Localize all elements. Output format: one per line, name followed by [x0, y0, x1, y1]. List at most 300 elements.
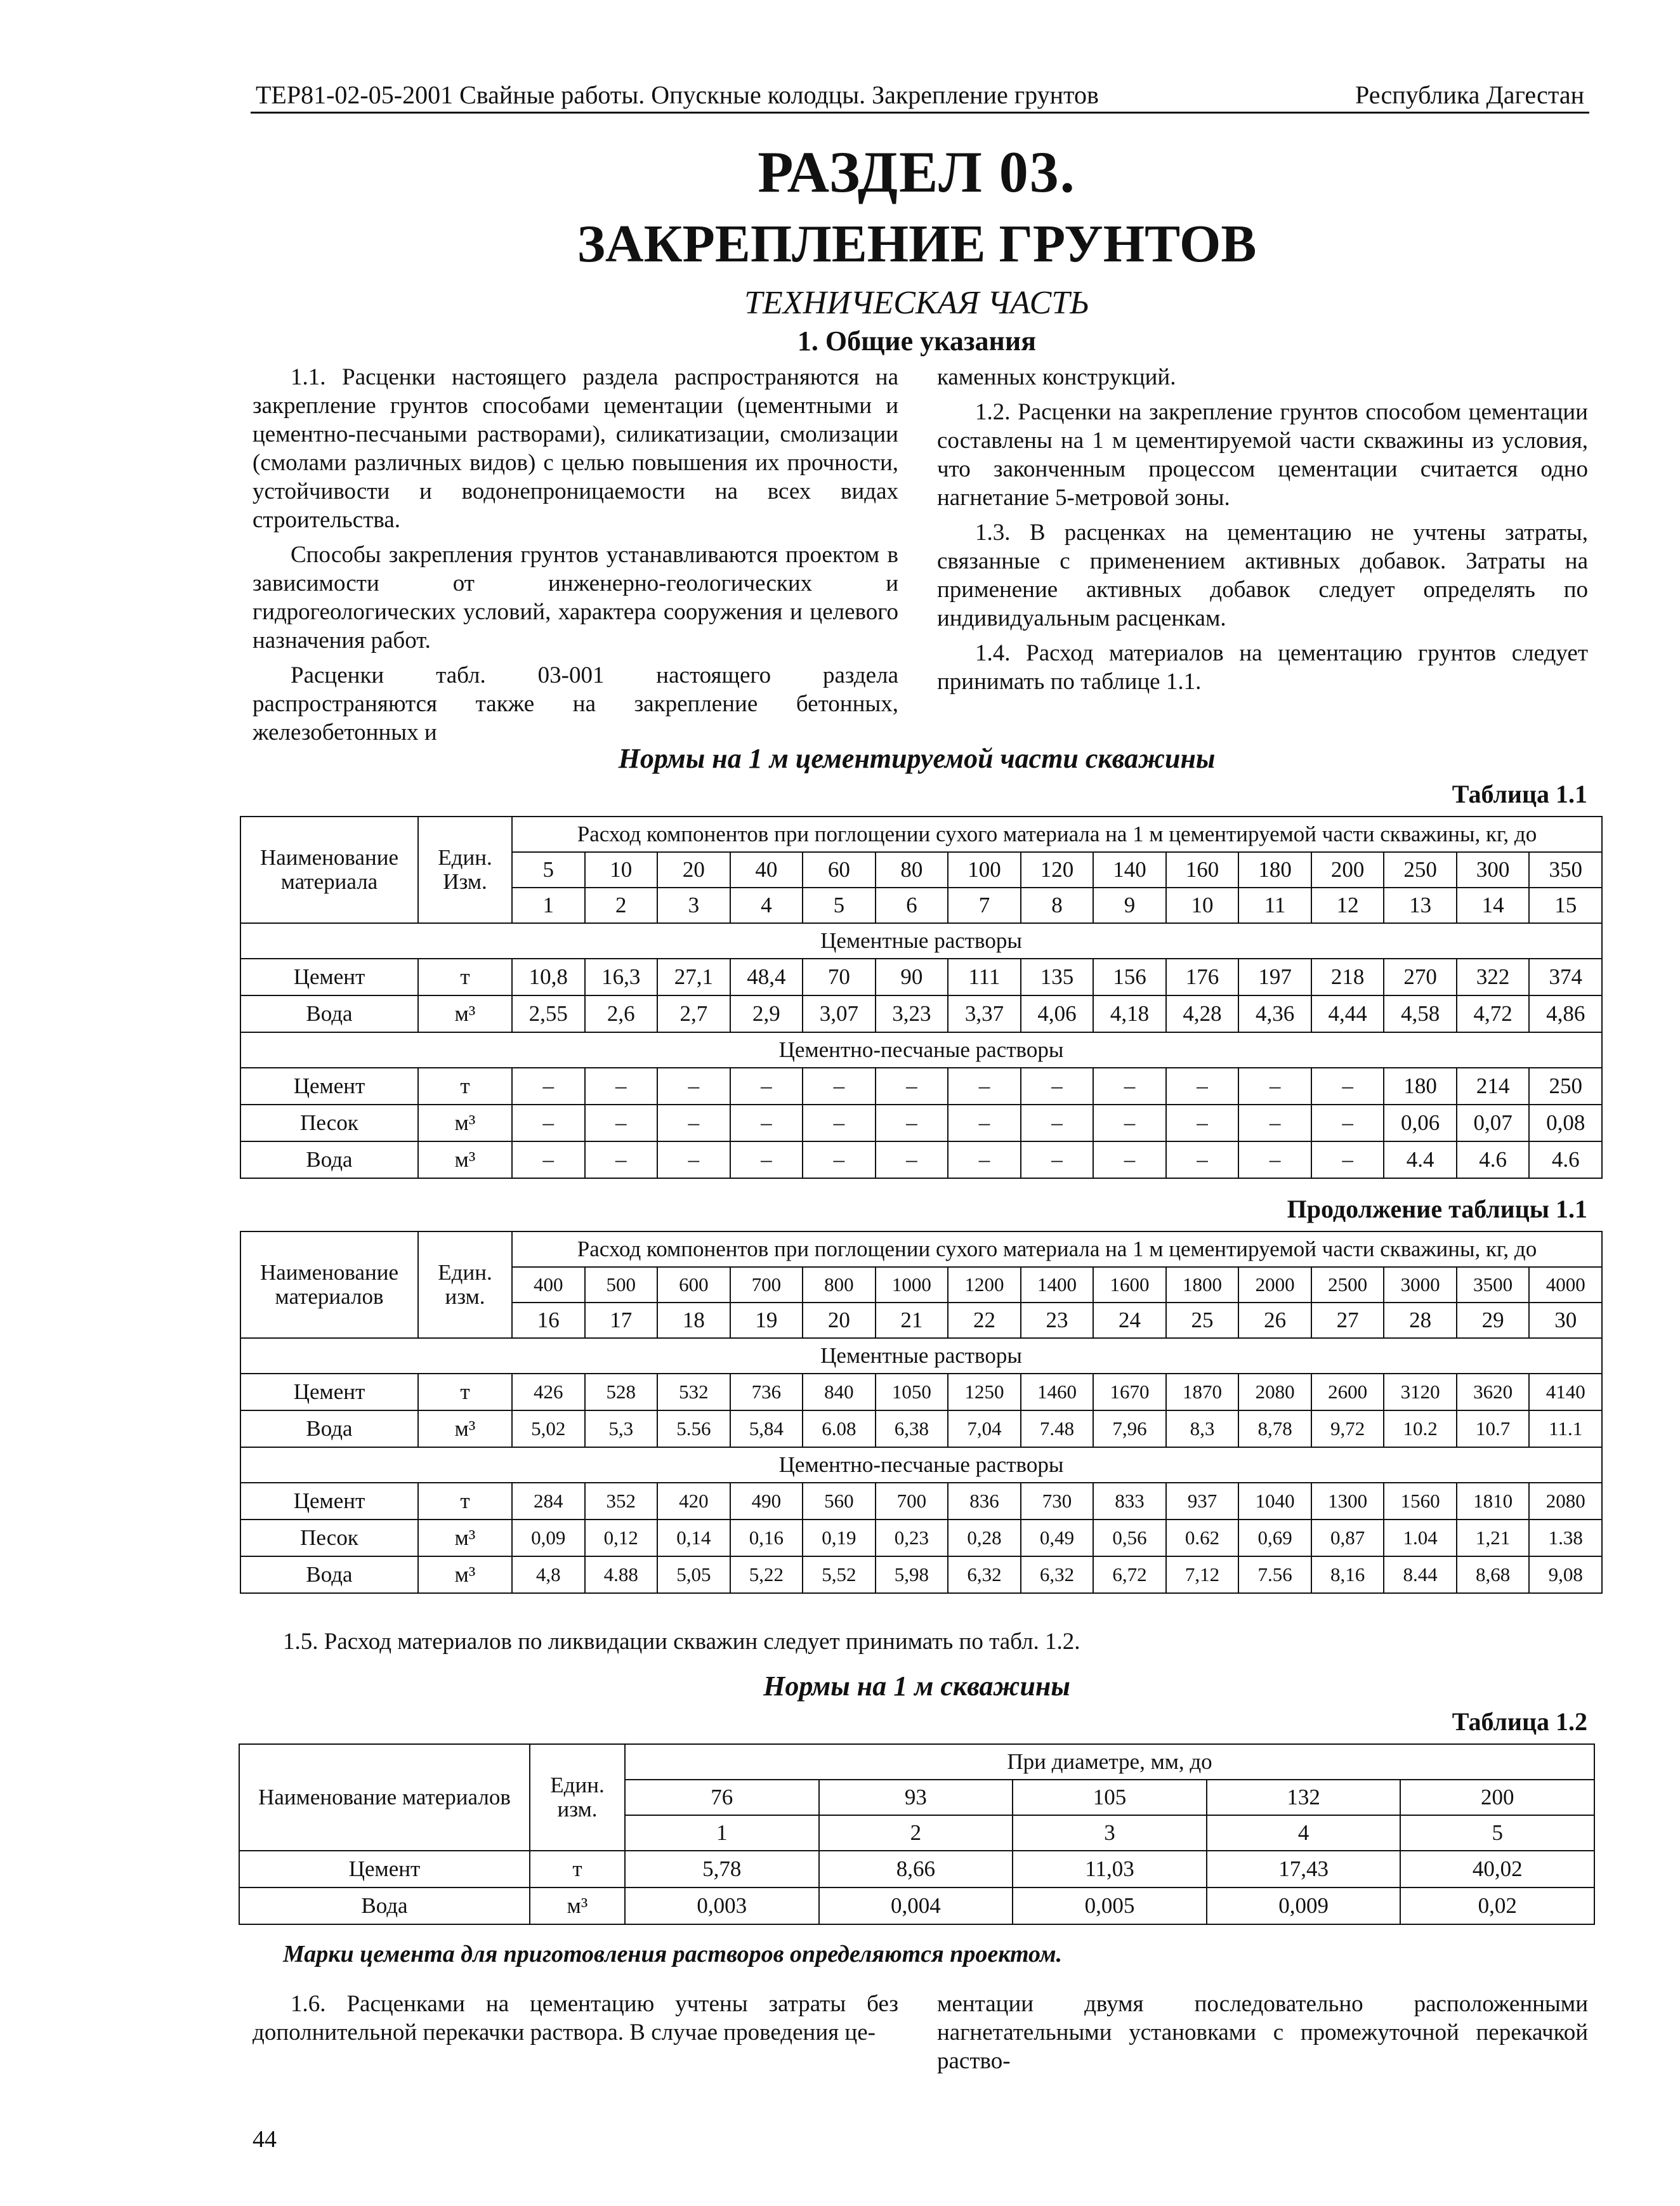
- value-cell: 840: [803, 1374, 876, 1410]
- value-cell: –: [948, 1105, 1021, 1141]
- value-cell: –: [1021, 1068, 1094, 1105]
- material-name: Цемент: [240, 1374, 418, 1410]
- value-cell: 5.56: [657, 1410, 730, 1447]
- value-cell: 2,7: [657, 995, 730, 1032]
- paragraph: Способы закрепления грунтов устанавливаются проектом в зависимости от инженерно-геологических и гидрогеологических условий, характера сооружения и целевого назначения работ.: [253, 542, 898, 653]
- material-name: Цемент: [240, 1068, 418, 1105]
- value-cell: –: [512, 1141, 585, 1178]
- value-cell: 3120: [1384, 1374, 1457, 1410]
- value-cell: 1050: [876, 1374, 948, 1410]
- amount-header: 1000: [876, 1267, 948, 1303]
- value-cell: 1460: [1021, 1374, 1094, 1410]
- value-cell: 5,84: [730, 1410, 803, 1447]
- paragraph: 1.6. Расценками на цементацию учтены затраты без дополнительной перекачки раствора. В случае проведения це-: [253, 1991, 898, 2045]
- value-cell: –: [876, 1068, 948, 1105]
- column-number: 13: [1384, 888, 1457, 923]
- amount-header: 2500: [1311, 1267, 1384, 1303]
- value-cell: 0,004: [819, 1888, 1013, 1924]
- section-row-sand: Цементно-песчаные растворы: [240, 1032, 1602, 1068]
- table-row: [240, 959, 1602, 995]
- column-number: 26: [1238, 1303, 1311, 1338]
- value-cell: 4,44: [1311, 995, 1384, 1032]
- value-cell: 4,86: [1529, 995, 1602, 1032]
- value-cell: –: [876, 1105, 948, 1141]
- material-unit: м³: [418, 995, 512, 1032]
- value-cell: 490: [730, 1483, 803, 1520]
- header-title: ТЕР81-02-05-2001 Свайные работы. Опускные колодцы. Закрепление грунтов: [256, 81, 1099, 109]
- value-cell: 937: [1166, 1483, 1239, 1520]
- column-number: 19: [730, 1303, 803, 1338]
- left-column: [253, 363, 898, 753]
- material-name: Вода: [240, 1410, 418, 1447]
- material-unit: м³: [418, 1410, 512, 1447]
- material-name: Вода: [239, 1888, 530, 1924]
- value-cell: –: [803, 1105, 876, 1141]
- material-name: Цемент: [240, 1483, 418, 1520]
- material-name: Вода: [240, 1141, 418, 1178]
- table-row: [240, 1374, 1602, 1410]
- value-cell: 2080: [1238, 1374, 1311, 1410]
- value-cell: 0,56: [1093, 1520, 1166, 1556]
- material-unit: м³: [418, 1141, 512, 1178]
- value-cell: 4140: [1529, 1374, 1602, 1410]
- value-cell: –: [585, 1105, 658, 1141]
- amount-header: 250: [1384, 852, 1457, 888]
- value-cell: 8,66: [819, 1851, 1013, 1888]
- value-cell: 528: [585, 1374, 658, 1410]
- value-cell: –: [1093, 1068, 1166, 1105]
- value-cell: –: [657, 1068, 730, 1105]
- table1-label: Таблица 1.1: [1452, 780, 1587, 808]
- value-cell: 284: [512, 1483, 585, 1520]
- material-unit: м³: [530, 1888, 625, 1924]
- column-number: 3: [1013, 1815, 1207, 1851]
- value-cell: 214: [1457, 1068, 1530, 1105]
- value-cell: 111: [948, 959, 1021, 995]
- value-cell: 10.2: [1384, 1410, 1457, 1447]
- column-number: 18: [657, 1303, 730, 1338]
- value-cell: 2,6: [585, 995, 658, 1032]
- column-number: 3: [657, 888, 730, 923]
- value-cell: 4,36: [1238, 995, 1311, 1032]
- material-name: Вода: [240, 1556, 418, 1593]
- table1-caption: Нормы на 1 м цементируемой части скважины: [618, 743, 1216, 774]
- paragraph-1-5: 1.5. Расход материалов по ликвидации скважин следует принимать по табл. 1.2.: [283, 1629, 1080, 1655]
- table-1-1: [240, 816, 1603, 1179]
- diameter-header: 76: [625, 1780, 819, 1815]
- value-cell: 270: [1384, 959, 1457, 995]
- column-number: 1: [625, 1815, 819, 1851]
- value-cell: 0,02: [1400, 1888, 1594, 1924]
- value-cell: 2080: [1529, 1483, 1602, 1520]
- value-cell: 7.48: [1021, 1410, 1094, 1447]
- value-cell: 218: [1311, 959, 1384, 995]
- value-cell: 5,98: [876, 1556, 948, 1593]
- value-cell: 0,009: [1207, 1888, 1401, 1924]
- value-cell: 0,19: [803, 1520, 876, 1556]
- column-number: 24: [1093, 1303, 1166, 1338]
- amount-header: 3000: [1384, 1267, 1457, 1303]
- amount-header: 60: [803, 852, 876, 888]
- value-cell: 420: [657, 1483, 730, 1520]
- paragraph: 1.1. Расценки настоящего раздела распространяются на закрепление грунтов способами цементации (цементными и цементно-песчаными растворами), силикатизации, смолизации (смолами различных видов) с целью повышения их прочности, устойчивости и водонепроницаемости на всех видах строительства.: [253, 364, 898, 533]
- amount-header: 40: [730, 852, 803, 888]
- value-cell: 2,55: [512, 995, 585, 1032]
- value-cell: 48,4: [730, 959, 803, 995]
- value-cell: 4.6: [1529, 1141, 1602, 1178]
- value-cell: 10,8: [512, 959, 585, 995]
- value-cell: 352: [585, 1483, 658, 1520]
- value-cell: –: [803, 1141, 876, 1178]
- value-cell: 426: [512, 1374, 585, 1410]
- value-cell: 1810: [1457, 1483, 1530, 1520]
- value-cell: 0,06: [1384, 1105, 1457, 1141]
- table-row: [240, 923, 1602, 959]
- value-cell: 0,003: [625, 1888, 819, 1924]
- page-title: ЗАКРЕПЛЕНИЕ ГРУНТОВ: [577, 214, 1257, 273]
- value-cell: 135: [1021, 959, 1094, 995]
- column-number: 11: [1238, 888, 1311, 923]
- value-cell: 4.88: [585, 1556, 658, 1593]
- amount-header: 800: [803, 1267, 876, 1303]
- column-header-name: Наименование материала: [240, 817, 418, 923]
- table-1-2: [239, 1743, 1595, 1925]
- section-heading: РАЗДЕЛ 03.: [758, 140, 1076, 204]
- column-number: 14: [1457, 888, 1530, 923]
- value-cell: 7.56: [1238, 1556, 1311, 1593]
- value-cell: 7,12: [1166, 1556, 1239, 1593]
- value-cell: –: [730, 1141, 803, 1178]
- value-cell: –: [1166, 1105, 1239, 1141]
- amount-header: 180: [1238, 852, 1311, 888]
- value-cell: 176: [1166, 959, 1239, 995]
- value-cell: 8.44: [1384, 1556, 1457, 1593]
- column-number: 16: [512, 1303, 585, 1338]
- value-cell: 1040: [1238, 1483, 1311, 1520]
- value-cell: 730: [1021, 1483, 1094, 1520]
- material-name: Песок: [240, 1105, 418, 1141]
- value-cell: 736: [730, 1374, 803, 1410]
- amount-header: 140: [1093, 852, 1166, 888]
- amount-header: 80: [876, 852, 948, 888]
- table-1-1-continued: [240, 1231, 1603, 1594]
- table-row: [240, 1447, 1602, 1483]
- value-cell: 4,28: [1166, 995, 1239, 1032]
- value-cell: 0,49: [1021, 1520, 1094, 1556]
- value-cell: 2,9: [730, 995, 803, 1032]
- amount-header: 4000: [1529, 1267, 1602, 1303]
- material-name: Цемент: [239, 1851, 530, 1888]
- value-cell: –: [730, 1105, 803, 1141]
- material-unit: т: [418, 1068, 512, 1105]
- value-cell: 1250: [948, 1374, 1021, 1410]
- material-unit: м³: [418, 1105, 512, 1141]
- amount-header: 700: [730, 1267, 803, 1303]
- value-cell: 1670: [1093, 1374, 1166, 1410]
- value-cell: 3,07: [803, 995, 876, 1032]
- value-cell: –: [1238, 1141, 1311, 1178]
- value-cell: 27,1: [657, 959, 730, 995]
- diameter-header: 132: [1207, 1780, 1401, 1815]
- value-cell: –: [948, 1141, 1021, 1178]
- value-cell: 8,16: [1311, 1556, 1384, 1593]
- value-cell: –: [1093, 1141, 1166, 1178]
- column-number: 4: [1207, 1815, 1401, 1851]
- value-cell: 6,38: [876, 1410, 948, 1447]
- table-row: [240, 1410, 1602, 1447]
- value-cell: –: [1021, 1141, 1094, 1178]
- value-cell: 0,14: [657, 1520, 730, 1556]
- value-cell: 6,72: [1093, 1556, 1166, 1593]
- amount-header: 500: [585, 1267, 658, 1303]
- column-number: 8: [1021, 888, 1094, 923]
- value-cell: 11,03: [1013, 1851, 1207, 1888]
- column-number: 6: [876, 888, 948, 923]
- value-cell: 4.6: [1457, 1141, 1530, 1178]
- value-cell: 0,09: [512, 1520, 585, 1556]
- value-cell: 836: [948, 1483, 1021, 1520]
- diameter-header: 105: [1013, 1780, 1207, 1815]
- column-number: 17: [585, 1303, 658, 1338]
- value-cell: 532: [657, 1374, 730, 1410]
- amount-header: 300: [1457, 852, 1530, 888]
- column-header-unit: Един. изм.: [530, 1744, 625, 1851]
- column-header-unit: Един. Изм.: [418, 817, 512, 923]
- value-cell: –: [730, 1068, 803, 1105]
- paragraph: Расценки табл. 03-001 настоящего раздела распространяются также на закрепление бетонных, железобетонных и: [253, 662, 898, 745]
- value-cell: 560: [803, 1483, 876, 1520]
- column-number: 28: [1384, 1303, 1457, 1338]
- value-cell: 7,04: [948, 1410, 1021, 1447]
- value-cell: 5,3: [585, 1410, 658, 1447]
- paragraph: 1.2. Расценки на закрепление грунтов способом цементации составлены на 1 м цементируемой части скважины из условия, что законченным процессом цементации считается одно нагнетание 5-метровой зоны.: [937, 399, 1588, 511]
- page-number: 44: [253, 2126, 277, 2153]
- value-cell: –: [876, 1141, 948, 1178]
- diameter-header: 93: [819, 1780, 1013, 1815]
- column-number: 12: [1311, 888, 1384, 923]
- table-row: [239, 1851, 1594, 1888]
- amount-header: 160: [1166, 852, 1239, 888]
- tech-part-heading: ТЕХНИЧЕСКАЯ ЧАСТЬ: [744, 285, 1089, 321]
- value-cell: 0,87: [1311, 1520, 1384, 1556]
- table-row: [239, 1888, 1594, 1924]
- material-unit: т: [418, 1374, 512, 1410]
- amount-header: 400: [512, 1267, 585, 1303]
- table-row: [240, 995, 1602, 1032]
- value-cell: 3620: [1457, 1374, 1530, 1410]
- value-cell: 3,23: [876, 995, 948, 1032]
- value-cell: –: [1166, 1068, 1239, 1105]
- table2-label: Таблица 1.2: [1452, 1707, 1587, 1736]
- amount-header: 600: [657, 1267, 730, 1303]
- column-number: 10: [1166, 888, 1239, 923]
- value-cell: 4.4: [1384, 1141, 1457, 1178]
- value-cell: 156: [1093, 959, 1166, 995]
- column-number: 15: [1529, 888, 1602, 923]
- value-cell: 5,22: [730, 1556, 803, 1593]
- paragraph: 1.4. Расход материалов на цементацию грунтов следует принимать по таблице 1.1.: [937, 640, 1588, 695]
- column-number: 9: [1093, 888, 1166, 923]
- value-cell: 16,3: [585, 959, 658, 995]
- general-heading: 1. Общие указания: [797, 325, 1037, 357]
- value-cell: 250: [1529, 1068, 1602, 1105]
- value-cell: –: [1166, 1141, 1239, 1178]
- value-cell: 9,08: [1529, 1556, 1602, 1593]
- value-cell: –: [1311, 1105, 1384, 1141]
- value-cell: 374: [1529, 959, 1602, 995]
- group-header: Расход компонентов при поглощении сухого материала на 1 м цементируемой части скважины, кг, до: [512, 1231, 1602, 1267]
- value-cell: 7,96: [1093, 1410, 1166, 1447]
- amount-header: 5: [512, 852, 585, 888]
- value-cell: 4,58: [1384, 995, 1457, 1032]
- column-number: 22: [948, 1303, 1021, 1338]
- value-cell: 1300: [1311, 1483, 1384, 1520]
- amount-header: 1400: [1021, 1267, 1094, 1303]
- table-row: [240, 1105, 1602, 1141]
- value-cell: 0,69: [1238, 1520, 1311, 1556]
- value-cell: 5,78: [625, 1851, 819, 1888]
- value-cell: 0.62: [1166, 1520, 1239, 1556]
- value-cell: 70: [803, 959, 876, 995]
- value-cell: 4,72: [1457, 995, 1530, 1032]
- value-cell: 1560: [1384, 1483, 1457, 1520]
- value-cell: 9,72: [1311, 1410, 1384, 1447]
- column-header-name: Наименование материалов: [240, 1231, 418, 1338]
- table-row: [240, 1483, 1602, 1520]
- header-region: Республика Дагестан: [1355, 81, 1584, 109]
- amount-header: 200: [1311, 852, 1384, 888]
- value-cell: 5,05: [657, 1556, 730, 1593]
- value-cell: 11.1: [1529, 1410, 1602, 1447]
- table-row: [240, 817, 1602, 852]
- value-cell: 4,06: [1021, 995, 1094, 1032]
- column-number: 4: [730, 888, 803, 923]
- value-cell: 6.08: [803, 1410, 876, 1447]
- value-cell: –: [1238, 1068, 1311, 1105]
- material-unit: т: [418, 1483, 512, 1520]
- table-row: [240, 1556, 1602, 1593]
- material-name: Цемент: [240, 959, 418, 995]
- right-column: [937, 363, 1588, 702]
- value-cell: 0,07: [1457, 1105, 1530, 1141]
- amount-header: 120: [1021, 852, 1094, 888]
- value-cell: –: [1311, 1141, 1384, 1178]
- material-unit: т: [530, 1851, 625, 1888]
- value-cell: –: [512, 1068, 585, 1105]
- value-cell: 8,68: [1457, 1556, 1530, 1593]
- table-row: [240, 1231, 1602, 1267]
- column-number: 5: [803, 888, 876, 923]
- group-header: Расход компонентов при поглощении сухого материала на 1 м цементируемой части скважины, кг, до: [512, 817, 1602, 852]
- footnote: Марки цемента для приготовления растворов определяются проектом.: [283, 1941, 1063, 1967]
- material-unit: м³: [418, 1556, 512, 1593]
- material-unit: м³: [418, 1520, 512, 1556]
- value-cell: 1.38: [1529, 1520, 1602, 1556]
- value-cell: 6,32: [948, 1556, 1021, 1593]
- column-number: 25: [1166, 1303, 1239, 1338]
- value-cell: 180: [1384, 1068, 1457, 1105]
- column-number: 20: [803, 1303, 876, 1338]
- value-cell: –: [803, 1068, 876, 1105]
- value-cell: –: [585, 1141, 658, 1178]
- table-row: [239, 1744, 1594, 1780]
- value-cell: 6,32: [1021, 1556, 1094, 1593]
- amount-header: 20: [657, 852, 730, 888]
- value-cell: 8,3: [1166, 1410, 1239, 1447]
- section-row-cement: Цементные растворы: [240, 1338, 1602, 1374]
- column-header-name: Наименование материалов: [239, 1744, 530, 1851]
- table-row: [240, 1032, 1602, 1068]
- material-name: Вода: [240, 995, 418, 1032]
- value-cell: 0,28: [948, 1520, 1021, 1556]
- value-cell: 4,18: [1093, 995, 1166, 1032]
- value-cell: 10.7: [1457, 1410, 1530, 1447]
- amount-header: 350: [1529, 852, 1602, 888]
- amount-header: 1800: [1166, 1267, 1239, 1303]
- value-cell: –: [585, 1068, 658, 1105]
- running-header: [251, 76, 1589, 114]
- value-cell: –: [948, 1068, 1021, 1105]
- column-header-unit: Един. изм.: [418, 1231, 512, 1338]
- value-cell: 4,8: [512, 1556, 585, 1593]
- diameter-header: 200: [1400, 1780, 1594, 1815]
- column-number: 2: [819, 1815, 1013, 1851]
- column-number: 23: [1021, 1303, 1094, 1338]
- value-cell: –: [657, 1105, 730, 1141]
- column-number: 27: [1311, 1303, 1384, 1338]
- value-cell: 0,12: [585, 1520, 658, 1556]
- table-row: [240, 1338, 1602, 1374]
- amount-header: 100: [948, 852, 1021, 888]
- column-number: 1: [512, 888, 585, 923]
- value-cell: 90: [876, 959, 948, 995]
- value-cell: 0,16: [730, 1520, 803, 1556]
- amount-header: 2000: [1238, 1267, 1311, 1303]
- amount-header: 10: [585, 852, 658, 888]
- value-cell: 0,23: [876, 1520, 948, 1556]
- value-cell: 40,02: [1400, 1851, 1594, 1888]
- value-cell: 5,52: [803, 1556, 876, 1593]
- group-header: При диаметре, мм, до: [625, 1744, 1594, 1780]
- value-cell: 17,43: [1207, 1851, 1401, 1888]
- table-row: [240, 1520, 1602, 1556]
- value-cell: 0,005: [1013, 1888, 1207, 1924]
- amount-header: 3500: [1457, 1267, 1530, 1303]
- paragraph: каменных конструкций.: [937, 364, 1176, 390]
- value-cell: –: [1238, 1105, 1311, 1141]
- column-number: 30: [1529, 1303, 1602, 1338]
- section-row-sand: Цементно-песчаные растворы: [240, 1447, 1602, 1483]
- value-cell: –: [1093, 1105, 1166, 1141]
- material-unit: т: [418, 959, 512, 995]
- column-number: 21: [876, 1303, 948, 1338]
- table-row: [240, 1068, 1602, 1105]
- paragraph: 1.3. В расценках на цементацию не учтены затраты, связанные с применением активных добавок. Затраты на применение активных добавок следует определять по индивидуальным расценкам.: [937, 520, 1588, 631]
- value-cell: 2600: [1311, 1374, 1384, 1410]
- amount-header: 1200: [948, 1267, 1021, 1303]
- value-cell: 197: [1238, 959, 1311, 995]
- column-number: 5: [1400, 1815, 1594, 1851]
- paragraph: ментации двумя последовательно расположенными нагнетательными установками с промежуточной перекачкой раство-: [937, 1991, 1588, 2074]
- table1b-label: Продолжение таблицы 1.1: [1287, 1195, 1587, 1223]
- column-number: 2: [585, 888, 658, 923]
- material-name: Песок: [240, 1520, 418, 1556]
- table2-caption: Нормы на 1 м скважины: [763, 1671, 1070, 1702]
- value-cell: 3,37: [948, 995, 1021, 1032]
- value-cell: –: [1311, 1068, 1384, 1105]
- value-cell: 322: [1457, 959, 1530, 995]
- value-cell: 833: [1093, 1483, 1166, 1520]
